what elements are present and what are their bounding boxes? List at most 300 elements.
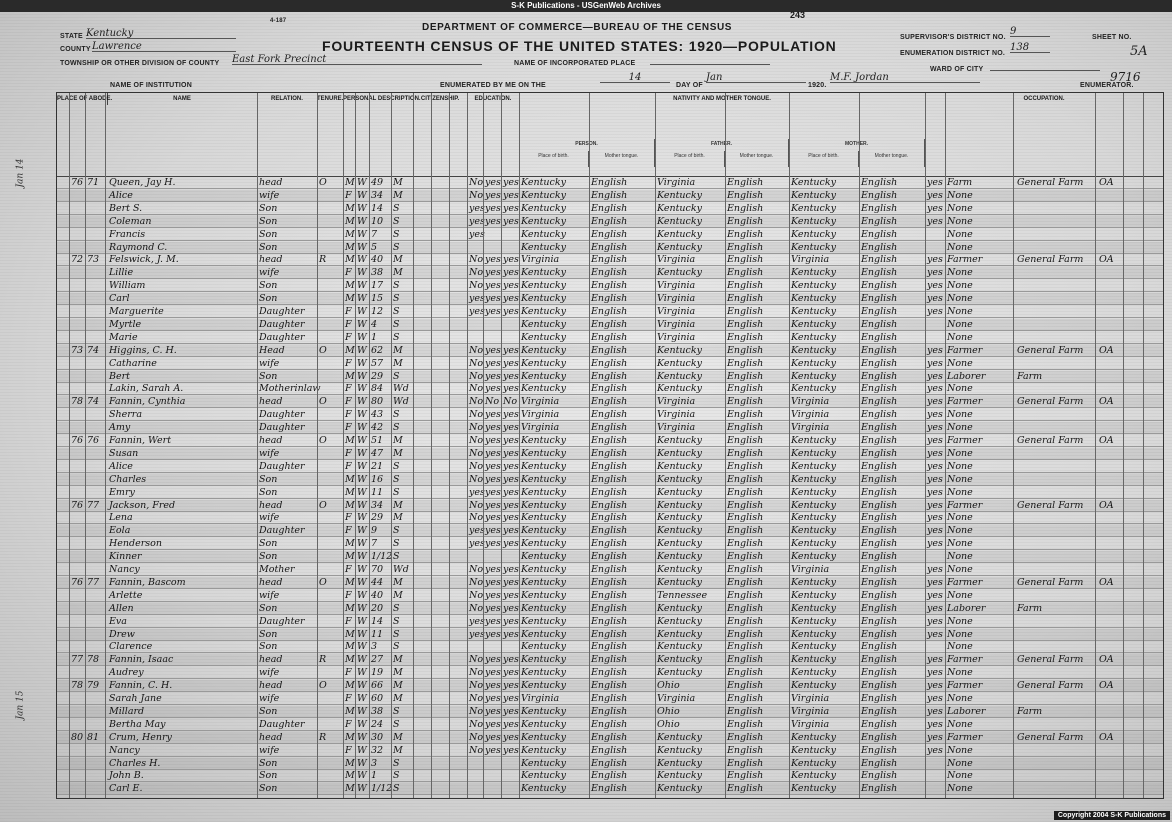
cell-rel: Son — [259, 705, 278, 717]
cell-sex: F — [345, 589, 352, 601]
cell-mt: English — [591, 602, 628, 614]
cell-read: yes — [485, 628, 501, 640]
cell-race: W — [357, 757, 367, 769]
cell-cls: OA — [1099, 254, 1114, 266]
column-rule — [317, 93, 318, 798]
enumerated-day: 14 — [600, 72, 670, 83]
cell-mmt: English — [861, 680, 898, 692]
group-nativity: NATIVITY AND MOTHER TONGUE. — [519, 93, 926, 105]
cell-mpob: Kentucky — [791, 641, 836, 653]
cell-pob: Kentucky — [521, 680, 566, 692]
cell-occ: None — [947, 306, 973, 317]
column-rule — [789, 93, 790, 798]
cell-occ: Laborer — [947, 705, 986, 717]
cell-pob: Kentucky — [521, 370, 566, 382]
cell-age: 19 — [371, 667, 384, 679]
cell-sex: M — [345, 538, 355, 550]
cell-mmt: English — [861, 344, 898, 356]
cell-mt: English — [591, 551, 628, 563]
cell-ms: S — [393, 538, 400, 550]
cell-tenure: O — [319, 435, 327, 446]
cell-age: 44 — [371, 576, 384, 588]
cell-sex: F — [345, 525, 352, 537]
table-row — [57, 590, 1163, 602]
cell-fmt: English — [727, 693, 764, 704]
cell-mt: English — [591, 538, 628, 550]
cell-age: 57 — [371, 357, 384, 369]
cell-write: yes — [503, 202, 519, 214]
cell-rel: Head — [259, 344, 285, 356]
cell-occ: Farm — [947, 177, 973, 188]
cell-school: No — [469, 589, 484, 601]
cell-race: W — [357, 628, 367, 640]
cell-eng: yes — [927, 654, 943, 666]
cell-eng: yes — [927, 602, 943, 614]
cell-write: yes — [503, 525, 519, 537]
cell-mt: English — [591, 357, 628, 369]
cell-age: 11 — [371, 628, 384, 640]
cell-sex: M — [345, 241, 355, 253]
column-rule — [1013, 93, 1014, 798]
cell-pob: Kentucky — [521, 512, 566, 524]
cell-fmt: English — [727, 202, 764, 214]
cell-mt: English — [591, 576, 628, 588]
cell-mt: English — [591, 641, 628, 653]
cell-ms: M — [393, 189, 403, 201]
table-row — [57, 783, 1163, 795]
cell-school: No — [469, 499, 484, 511]
cell-fpob: Kentucky — [657, 435, 702, 446]
cell-fpob: Virginia — [657, 318, 696, 330]
cell-eng: yes — [927, 731, 943, 743]
cell-school: No — [469, 189, 484, 201]
cell-read: yes — [485, 177, 501, 188]
cell-fpob: Kentucky — [657, 538, 702, 550]
cell-fmt: English — [727, 357, 764, 369]
cell-race: W — [357, 370, 367, 382]
cell-read: yes — [485, 344, 501, 356]
cell-fam: 77 — [87, 576, 100, 588]
cell-race: W — [357, 744, 367, 756]
cell-age: 84 — [371, 383, 384, 395]
column-rule — [725, 93, 726, 798]
cell-read: yes — [485, 370, 501, 382]
cell-name: Millard — [109, 705, 145, 717]
cell-mpob: Kentucky — [791, 499, 836, 511]
table-row — [57, 603, 1163, 615]
cell-eng: yes — [927, 215, 943, 227]
cell-mpob: Kentucky — [791, 267, 836, 279]
cell-rel: wife — [259, 512, 280, 524]
cell-ind: General Farm — [1017, 177, 1084, 188]
cell-mpob: Kentucky — [791, 783, 836, 795]
cell-fmt: English — [727, 589, 764, 601]
cell-mpob: Kentucky — [791, 525, 836, 537]
cell-ms: S — [393, 370, 400, 382]
cell-mpob: Kentucky — [791, 680, 836, 692]
cell-eng: yes — [927, 293, 943, 305]
table-row — [57, 564, 1163, 576]
cell-occ: None — [947, 422, 973, 434]
cell-sex: F — [345, 396, 352, 408]
cell-mt: English — [591, 783, 628, 795]
cell-race: W — [357, 693, 367, 704]
cell-ms: M — [393, 177, 403, 188]
day-of-label: DAY OF — [676, 82, 703, 89]
cell-pob: Virginia — [521, 254, 560, 266]
cell-ms: M — [393, 576, 403, 588]
cell-age: 3 — [371, 757, 378, 769]
cell-pob: Kentucky — [521, 344, 566, 356]
cell-fam: 76 — [87, 435, 100, 446]
table-row — [57, 693, 1163, 705]
cell-school: No — [469, 744, 484, 756]
cell-eng: yes — [927, 254, 943, 266]
cell-school: No — [469, 344, 484, 356]
cell-mt: English — [591, 280, 628, 292]
cell-name: Bert — [109, 370, 130, 382]
cell-read: yes — [485, 460, 501, 472]
cell-occ: None — [947, 757, 973, 769]
cell-mpob: Kentucky — [791, 538, 836, 550]
cell-fmt: English — [727, 499, 764, 511]
cell-mmt: English — [861, 512, 898, 524]
cell-sex: F — [345, 267, 352, 279]
cell-fpob: Kentucky — [657, 344, 702, 356]
cell-race: W — [357, 409, 367, 421]
cell-sex: M — [345, 770, 355, 782]
cell-fpob: Kentucky — [657, 228, 702, 240]
cell-pob: Virginia — [521, 396, 560, 408]
cell-fmt: English — [727, 460, 764, 472]
cell-sex: F — [345, 189, 352, 201]
cell-eng: yes — [927, 447, 943, 459]
cell-name: Marguerite — [109, 306, 164, 317]
cell-read: yes — [485, 705, 501, 717]
cell-mpob: Kentucky — [791, 447, 836, 459]
cell-mpob: Kentucky — [791, 770, 836, 782]
table-row — [57, 448, 1163, 460]
cell-eng: yes — [927, 538, 943, 550]
cell-ms: S — [393, 318, 400, 330]
cell-write: yes — [503, 576, 519, 588]
cell-pob: Kentucky — [521, 331, 566, 343]
cell-mmt: English — [861, 576, 898, 588]
cell-fpob: Kentucky — [657, 189, 702, 201]
cell-fpob: Kentucky — [657, 370, 702, 382]
cell-occ: None — [947, 718, 973, 730]
cell-mpob: Virginia — [791, 705, 830, 717]
cell-mt: English — [591, 344, 628, 356]
column-rule — [85, 93, 86, 798]
table-row — [57, 242, 1163, 254]
cell-mpob: Kentucky — [791, 177, 836, 188]
cell-fmt: English — [727, 731, 764, 743]
cell-sex: M — [345, 783, 355, 795]
cell-mmt: English — [861, 293, 898, 305]
cell-eng: yes — [927, 460, 943, 472]
cell-mpob: Kentucky — [791, 602, 836, 614]
cell-mpob: Kentucky — [791, 615, 836, 627]
cell-name: Catharine — [109, 357, 157, 369]
cell-occ: Farmer — [947, 576, 983, 588]
cell-mmt: English — [861, 486, 898, 498]
column-rule — [519, 93, 520, 798]
table-row — [57, 719, 1163, 731]
cell-eng: yes — [927, 680, 943, 692]
cell-pob: Kentucky — [521, 383, 566, 395]
cell-fmt: English — [727, 241, 764, 253]
cell-write: yes — [503, 693, 519, 704]
table-row — [57, 654, 1163, 666]
cell-occ: Laborer — [947, 370, 986, 382]
cell-eng: yes — [927, 499, 943, 511]
cell-race: W — [357, 486, 367, 498]
cell-mt: English — [591, 654, 628, 666]
cell-eng: yes — [927, 357, 943, 369]
cell-race: W — [357, 435, 367, 446]
cell-eng: yes — [927, 705, 943, 717]
cell-mpob: Kentucky — [791, 512, 836, 524]
cell-mt: English — [591, 589, 628, 601]
cell-fpob: Kentucky — [657, 757, 702, 769]
cell-fmt: English — [727, 228, 764, 240]
cell-name: Queen, Jay H. — [109, 177, 176, 188]
cell-sex: M — [345, 370, 355, 382]
cell-write: yes — [503, 409, 519, 421]
cell-mpob: Kentucky — [791, 318, 836, 330]
cell-fmt: English — [727, 370, 764, 382]
cell-rel: head — [259, 654, 283, 666]
cell-mpob: Kentucky — [791, 486, 836, 498]
column-rule — [1143, 93, 1144, 798]
cell-occ: None — [947, 783, 973, 795]
ward-line — [990, 60, 1100, 71]
cell-school: No — [469, 447, 484, 459]
cell-race: W — [357, 718, 367, 730]
cell-mpob: Kentucky — [791, 228, 836, 240]
cell-rel: Son — [259, 241, 278, 253]
cell-age: 49 — [371, 177, 384, 188]
cell-race: W — [357, 551, 367, 563]
cell-pob: Kentucky — [521, 499, 566, 511]
column-rule — [589, 93, 590, 798]
cell-write: yes — [503, 538, 519, 550]
cell-rel: head — [259, 254, 283, 266]
cell-fam: 79 — [87, 680, 100, 692]
cell-pob: Kentucky — [521, 525, 566, 537]
cell-race: W — [357, 383, 367, 395]
column-rule — [1095, 93, 1096, 798]
cell-eng: yes — [927, 615, 943, 627]
cell-school: No — [469, 576, 484, 588]
cell-school: No — [469, 267, 484, 279]
cell-sex: M — [345, 705, 355, 717]
cell-occ: None — [947, 331, 973, 343]
cell-tenure: R — [319, 654, 327, 666]
cell-ind: General Farm — [1017, 654, 1084, 666]
cell-fmt: English — [727, 680, 764, 692]
sheet-value: 5A — [1130, 44, 1148, 59]
cell-ind: Farm — [1017, 705, 1043, 717]
cell-school: No — [469, 667, 484, 679]
cell-race: W — [357, 731, 367, 743]
column-rule — [467, 93, 468, 798]
cell-eng: yes — [927, 409, 943, 421]
cell-age: 11 — [371, 486, 384, 498]
cell-fmt: English — [727, 525, 764, 537]
cell-pob: Kentucky — [521, 357, 566, 369]
cell-race: W — [357, 177, 367, 188]
cell-mmt: English — [861, 499, 898, 511]
cell-write: yes — [503, 280, 519, 292]
cell-mt: English — [591, 396, 628, 408]
cell-mt: English — [591, 189, 628, 201]
cell-school: No — [469, 512, 484, 524]
cell-school: No — [469, 654, 484, 666]
cell-name: Sherra — [109, 409, 142, 421]
cell-rel: Son — [259, 770, 278, 782]
cell-pob: Kentucky — [521, 435, 566, 446]
cell-pob: Kentucky — [521, 576, 566, 588]
cell-pob: Kentucky — [521, 228, 566, 240]
cell-fpob: Kentucky — [657, 667, 702, 679]
cell-sex: F — [345, 718, 352, 730]
cell-sex: F — [345, 306, 352, 317]
cell-race: W — [357, 576, 367, 588]
cell-age: 3 — [371, 641, 378, 653]
cell-occ: None — [947, 538, 973, 550]
cell-school: No — [469, 254, 484, 266]
cell-fpob: Kentucky — [657, 731, 702, 743]
cell-fmt: English — [727, 576, 764, 588]
cell-pob: Kentucky — [521, 770, 566, 782]
cell-fmt: English — [727, 344, 764, 356]
cell-fam: 74 — [87, 396, 100, 408]
cell-ms: Wd — [393, 564, 409, 575]
cell-rel: Motherinlaw — [259, 383, 321, 395]
cell-ms: S — [393, 280, 400, 292]
cell-fmt: English — [727, 641, 764, 653]
cell-write: yes — [503, 357, 519, 369]
cell-name: Higgins, C. H. — [109, 344, 177, 356]
sub-person-pob: Place of birth. — [519, 151, 589, 167]
cell-name: Emry — [109, 486, 135, 498]
cell-write: yes — [503, 370, 519, 382]
table-row — [57, 577, 1163, 589]
cell-eng: yes — [927, 744, 943, 756]
cell-mpob: Kentucky — [791, 357, 836, 369]
cell-mt: English — [591, 177, 628, 188]
table-row — [57, 190, 1163, 202]
table-row — [57, 667, 1163, 679]
cell-school: No — [469, 693, 484, 704]
cell-sex: F — [345, 460, 352, 472]
cell-read: yes — [485, 744, 501, 756]
cell-mt: English — [591, 512, 628, 524]
cell-race: W — [357, 564, 367, 575]
cell-occ: None — [947, 615, 973, 627]
cell-dw: 77 — [71, 654, 84, 666]
cell-age: 62 — [371, 344, 384, 356]
cell-fpob: Virginia — [657, 422, 696, 434]
cell-mmt: English — [861, 602, 898, 614]
table-row — [57, 474, 1163, 486]
table-row — [57, 409, 1163, 421]
cell-fpob: Kentucky — [657, 460, 702, 472]
column-rule — [859, 93, 860, 798]
cell-mmt: English — [861, 189, 898, 201]
cell-race: W — [357, 331, 367, 343]
cell-mmt: English — [861, 525, 898, 537]
cell-race: W — [357, 447, 367, 459]
table-row — [57, 745, 1163, 757]
table-row — [57, 500, 1163, 512]
cell-read: yes — [485, 615, 501, 627]
cell-ind: General Farm — [1017, 435, 1084, 446]
cell-rel: Son — [259, 538, 278, 550]
cell-ind: Farm — [1017, 370, 1043, 382]
cell-fpob: Ohio — [657, 705, 680, 717]
cell-ms: S — [393, 602, 400, 614]
cell-mpob: Virginia — [791, 718, 830, 730]
cell-ms: M — [393, 435, 403, 446]
cell-mmt: English — [861, 615, 898, 627]
cell-mmt: English — [861, 460, 898, 472]
cell-occ: Farmer — [947, 435, 983, 446]
cell-mt: English — [591, 486, 628, 498]
cell-fmt: English — [727, 705, 764, 717]
cell-rel: wife — [259, 667, 280, 679]
cell-write: yes — [503, 654, 519, 666]
cell-race: W — [357, 589, 367, 601]
cell-write: yes — [503, 564, 519, 575]
cell-fpob: Kentucky — [657, 447, 702, 459]
cell-rel: head — [259, 499, 283, 511]
cell-mt: English — [591, 525, 628, 537]
cell-mpob: Virginia — [791, 693, 830, 704]
cell-rel: head — [259, 177, 283, 188]
cell-race: W — [357, 241, 367, 253]
cell-read: yes — [485, 576, 501, 588]
cell-name: Fannin, Bascom — [109, 576, 186, 588]
cell-age: 14 — [371, 202, 384, 214]
cell-mmt: English — [861, 551, 898, 563]
cell-pob: Kentucky — [521, 757, 566, 769]
cell-occ: None — [947, 589, 973, 601]
cell-occ: None — [947, 318, 973, 330]
cell-eng: yes — [927, 280, 943, 292]
cell-mmt: English — [861, 306, 898, 317]
group-personal: PERSONAL DESCRIPTION. — [343, 93, 414, 105]
cell-sex: M — [345, 254, 355, 266]
cell-name: Arlette — [109, 589, 143, 601]
cell-write: yes — [503, 306, 519, 317]
cell-dw: 76 — [71, 177, 84, 188]
cell-rel: Daughter — [259, 460, 305, 472]
cell-ind: General Farm — [1017, 576, 1084, 588]
cell-fmt: English — [727, 293, 764, 305]
cell-eng: yes — [927, 344, 943, 356]
cell-fmt: English — [727, 718, 764, 730]
cell-fpob: Kentucky — [657, 551, 702, 563]
cell-fmt: English — [727, 383, 764, 395]
cell-mpob: Kentucky — [791, 202, 836, 214]
column-header-band — [57, 93, 1163, 177]
cell-rel: Son — [259, 757, 278, 769]
cell-age: 10 — [371, 215, 384, 227]
cell-sex: F — [345, 422, 352, 434]
